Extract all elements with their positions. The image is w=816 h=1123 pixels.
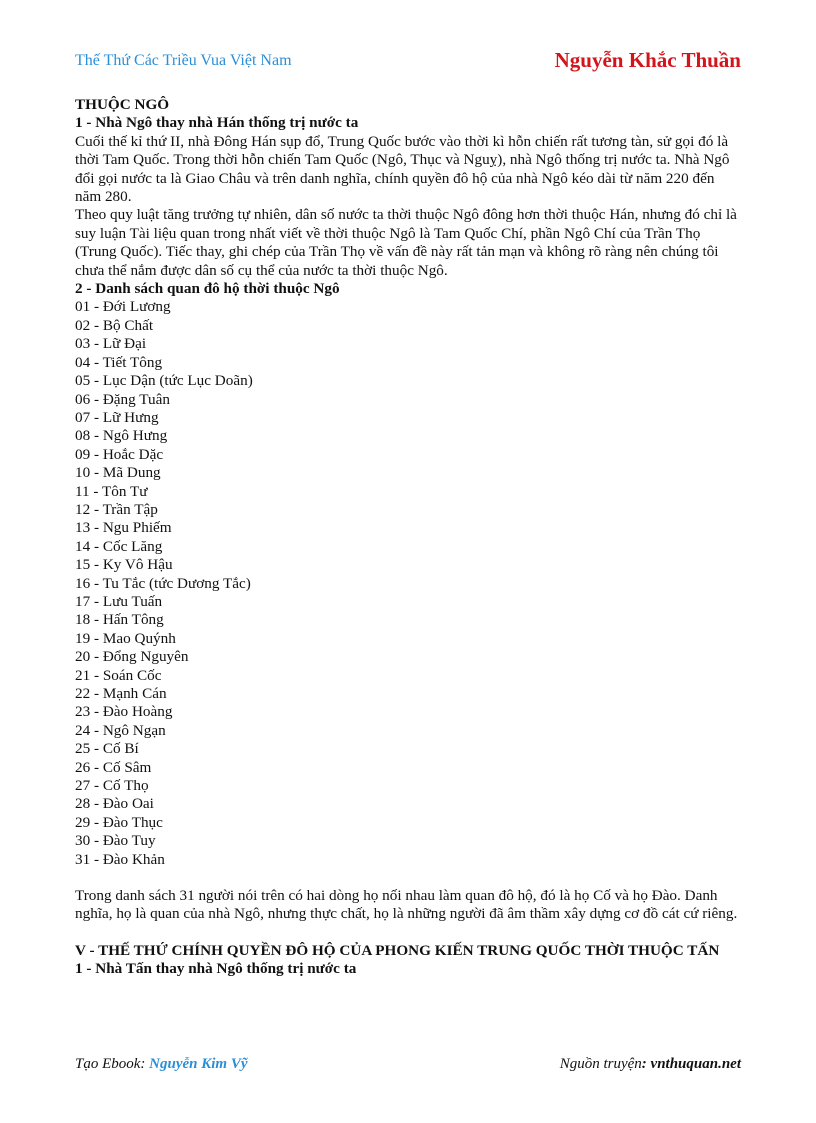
official-list-item: 30 - Đào Tuy [75,832,156,850]
official-list-item: 06 - Đặng Tuân [75,390,170,408]
subsection-title-1: 1 - Nhà Ngô thay nhà Hán thống trị nước ta [75,114,359,132]
source-separator: : [641,1056,651,1072]
official-list-item: 09 - Hoắc Dặc [75,445,164,463]
ebook-creator-name: Nguyễn Kim Vỹ [149,1056,248,1072]
paragraph-3: Trong danh sách 31 người nói trên có hai dòng họ nối nhau làm quan đô hộ, đó là họ Cố và họ Đào. Danh nghĩa, họ là quan của nhà Ngô, nhưng thực chất, họ là những người đã âm thầm xây dựng cơ đồ cát cứ riêng. [75,887,738,923]
official-list-item: 31 - Đào Khản [75,850,165,868]
next-section-title: V - THẾ THỨ CHÍNH QUYỀN ĐÔ HỘ CỦA PHONG KIẾN TRUNG QUỐC THỜI THUỘC TẤN [75,941,720,959]
ebook-separator: : [140,1056,150,1072]
officials-list [75,298,743,869]
paragraph-2: Theo quy luật tăng trưởng tự nhiên, dân số nước ta thời thuộc Ngô đông hơn thời thuộc Hán, nhưng đó chỉ là suy luận Tài liệu quan trong nhất viết về thời thuộc Ngô là Tam Quốc Chí, phần Ngô Chí của Trần Thọ (Trung Quốc). Tiếc thay, ghi chép của Trần Thọ về vấn đề này rất tản mạn và không rõ ràng nên chúng tôi chưa thể nắm được dân số cụ thể của nước ta thời thuộc Ngô. [75,206,737,279]
official-list-item: 10 - Mã Dung [75,464,161,482]
official-list-item: 13 - Ngu Phiếm [75,519,172,537]
official-list-item: 07 - Lữ Hưng [75,408,159,426]
official-list-item: 24 - Ngô Ngạn [75,721,166,739]
official-list-item: 22 - Mạnh Cán [75,685,167,702]
official-list-item: 11 - Tôn Tư [75,482,148,500]
ebook-label: Tạo Ebook [75,1056,141,1072]
section-title: THUỘC NGÔ [75,96,170,113]
official-list-item: 04 - Tiết Tông [75,353,163,371]
source-label: Nguồn truyện [559,1056,642,1072]
source-site-link[interactable]: vnthuquan.net [650,1056,741,1072]
official-list-item: 26 - Cố Sâm [75,758,152,776]
official-list-item: 29 - Đào Thục [75,813,163,831]
document-header-title: Thế Thứ Các Triều Vua Việt Nam [75,52,292,69]
official-list-item: 23 - Đào Hoàng [75,703,173,721]
official-list-item: 19 - Mao Quýnh [75,629,176,647]
official-list-item: 01 - Đới Lương [75,298,171,316]
official-list-item: 21 - Soán Cốc [75,666,162,684]
author-name: Nguyễn Khắc Thuần [554,48,741,72]
official-list-item: 20 - Đổng Nguyên [75,648,189,666]
footer-source-credit [560,1056,741,1073]
official-list-item: 18 - Hấn Tông [75,611,164,629]
official-list-item: 14 - Cốc Lăng [75,537,163,555]
official-list-item: 03 - Lữ Đại [75,335,147,353]
document-body [75,96,743,979]
official-list-item: 27 - Cố Thọ [75,777,149,795]
official-list-item: 15 - Ky Vô Hậu [75,556,173,574]
official-list-item: 28 - Đào Oai [75,795,154,813]
official-list-item: 02 - Bộ Chất [75,316,154,334]
paragraph-1: Cuối thế kỉ thứ II, nhà Đông Hán sụp đổ, Trung Quốc bước vào thời kì hỗn chiến rất tương tàn, sử gọi đó là thời Tam Quốc. Trong thời hỗn chiến Tam Quốc (Ngô, Thục và Nguỵ), nhà Ngô thống trị nước ta. Nhà Ngô đổi gọi nước ta là Giao Châu và trên danh nghĩa, chính quyền đô hộ của nhà Ngô kéo dài từ năm 220 đến năm 280. [75,132,730,206]
official-list-item: 25 - Cố Bí [75,740,139,758]
official-list-item: 16 - Tu Tắc (tức Dương Tắc) [75,574,251,592]
next-subsection-title: 1 - Nhà Tấn thay nhà Ngô thống trị nước ta [75,960,357,978]
official-list-item: 08 - Ngô Hưng [75,427,168,445]
footer-ebook-credit [75,1056,248,1073]
subsection-title-2: 2 - Danh sách quan đô hộ thời thuộc Ngô [75,280,340,298]
official-list-item: 17 - Lưu Tuấn [75,592,163,610]
official-list-item: 12 - Trần Tập [75,500,158,518]
official-list-item: 05 - Lục Dận (tức Lục Doãn) [75,372,253,390]
